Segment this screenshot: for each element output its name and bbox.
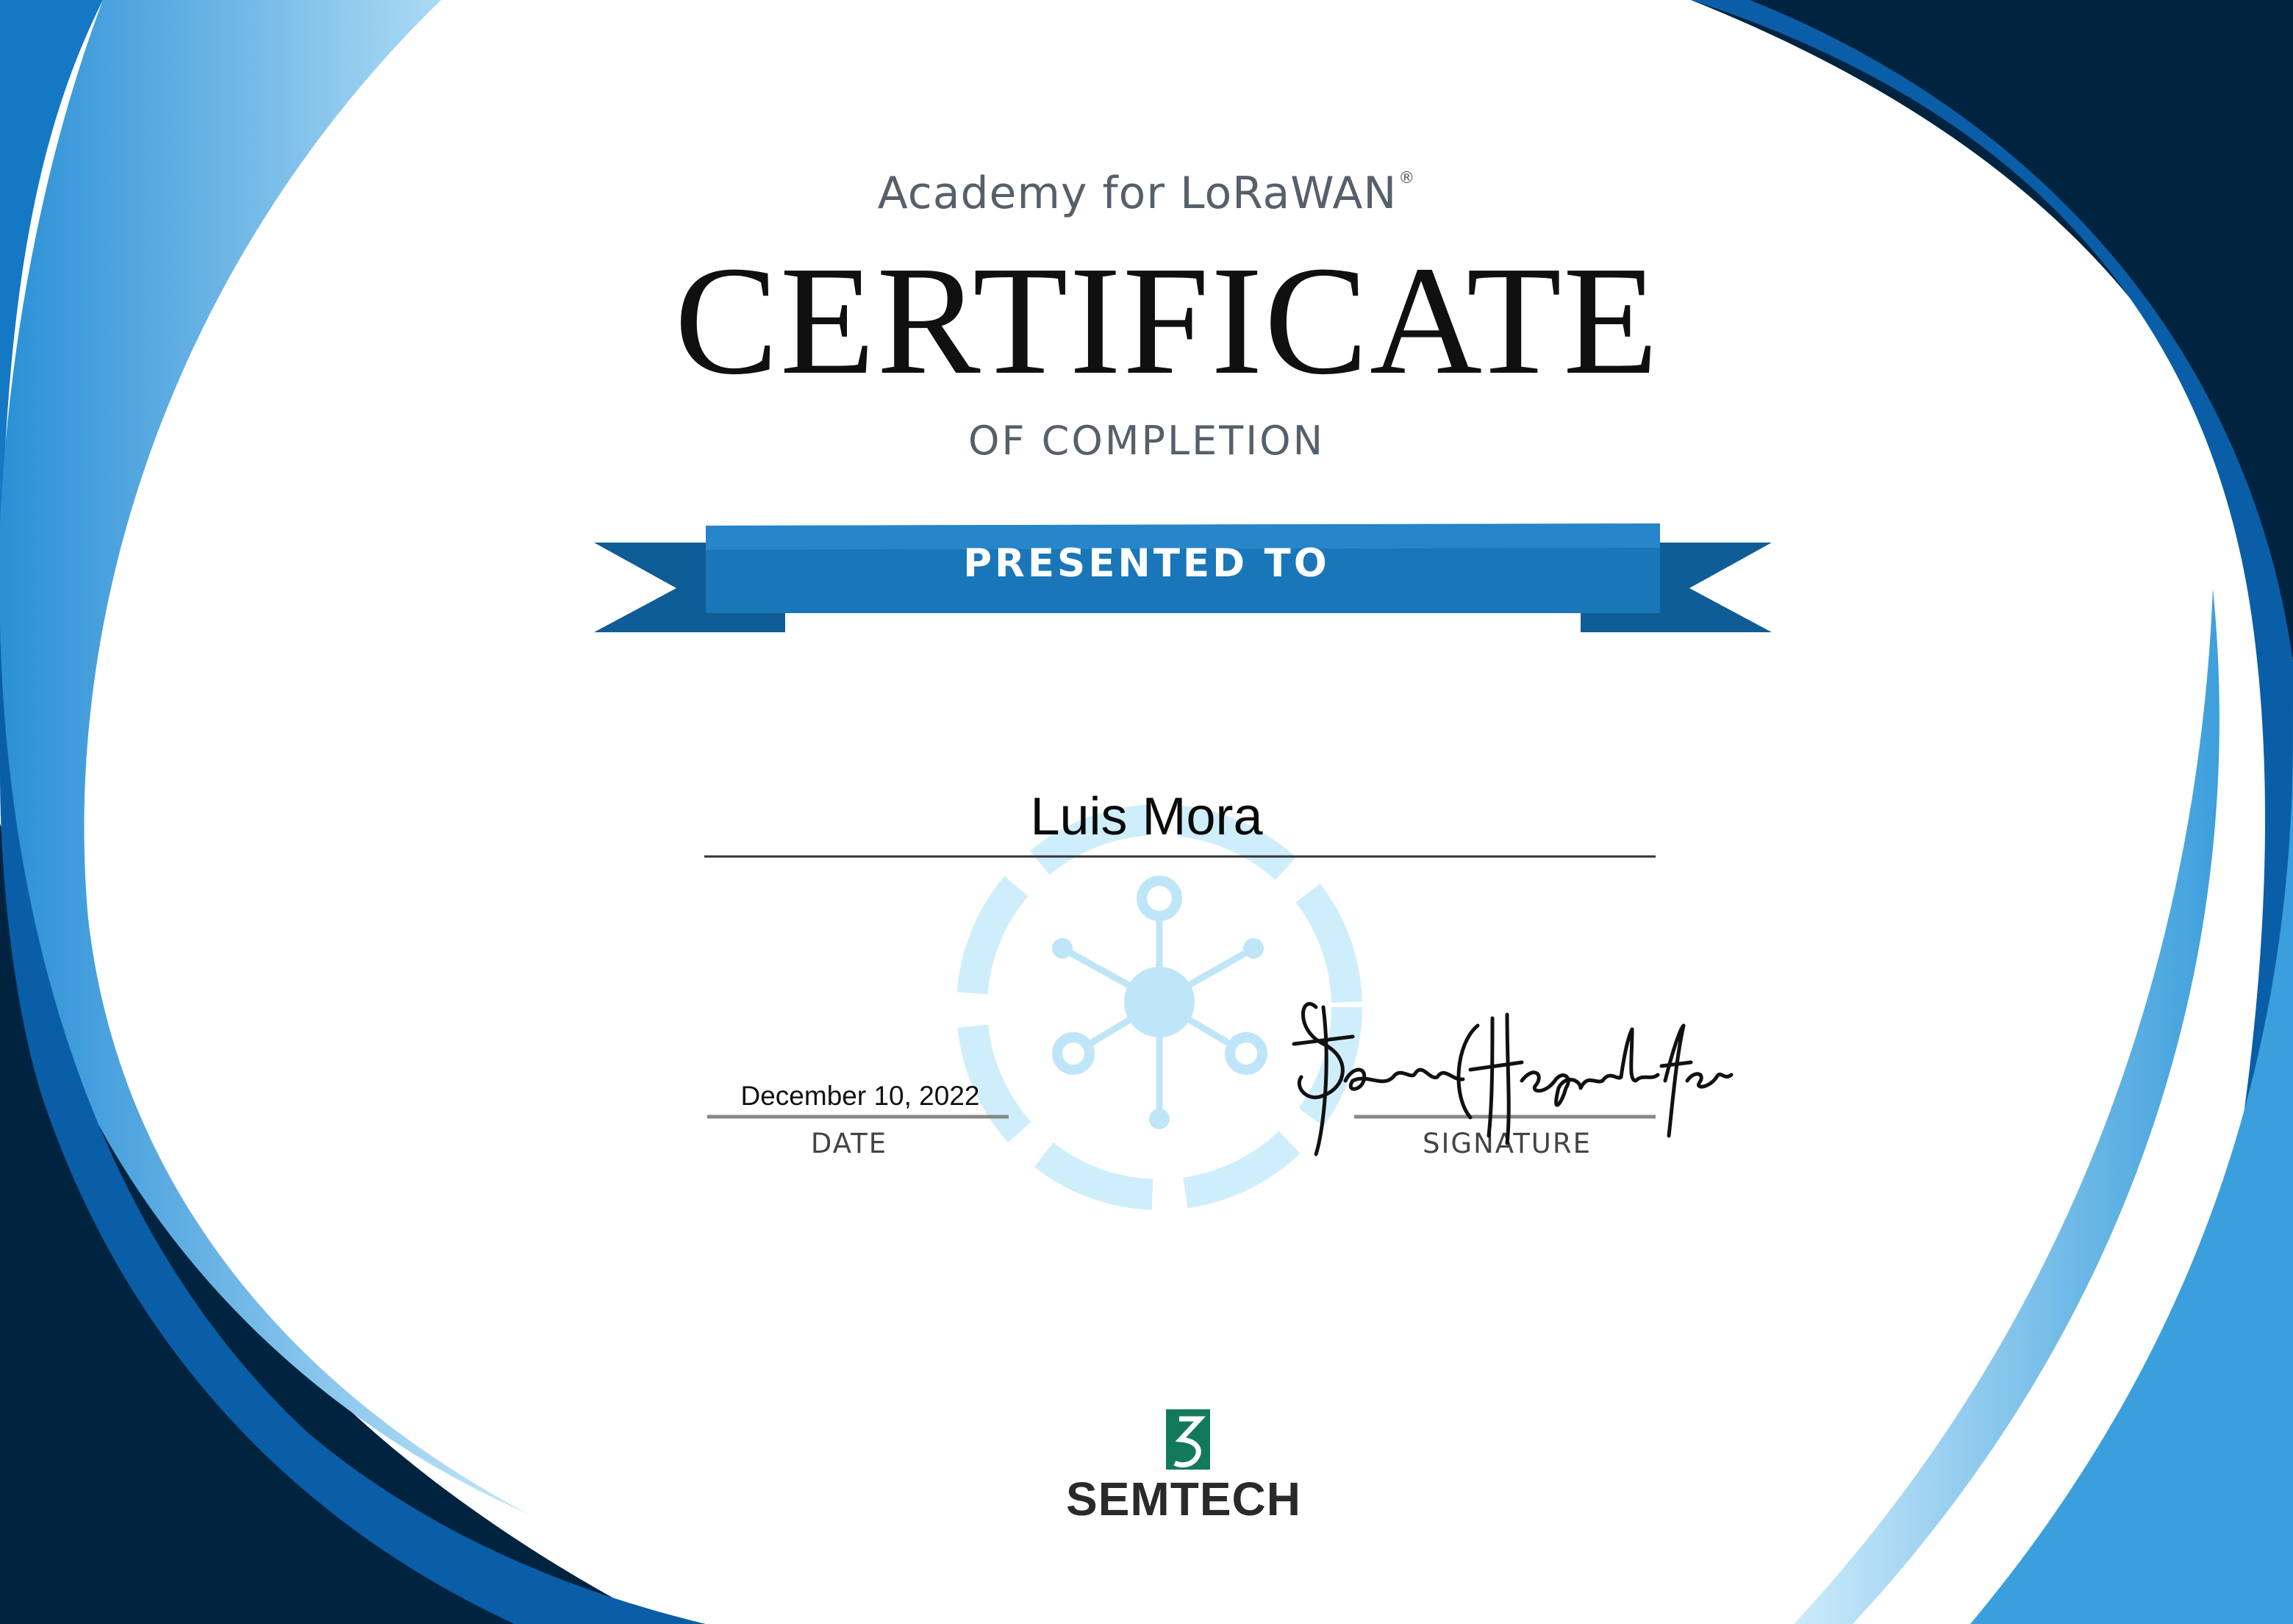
date-label: DATE xyxy=(810,1128,888,1159)
brand-name: SEMTECH xyxy=(1066,1473,1301,1525)
academy-title: Academy for LoRaWAN® xyxy=(877,168,1416,219)
registered-mark: ® xyxy=(1398,169,1416,187)
recipient-name: Luis Mora xyxy=(1030,787,1263,846)
certificate-title: CERTIFICATE xyxy=(674,234,1660,407)
date-value: December 10, 2022 xyxy=(740,1081,980,1111)
ribbon-label: PRESENTED TO xyxy=(963,541,1330,586)
certificate-subtitle: OF COMPLETION xyxy=(967,418,1326,464)
signature-label: SIGNATURE xyxy=(1423,1128,1592,1159)
